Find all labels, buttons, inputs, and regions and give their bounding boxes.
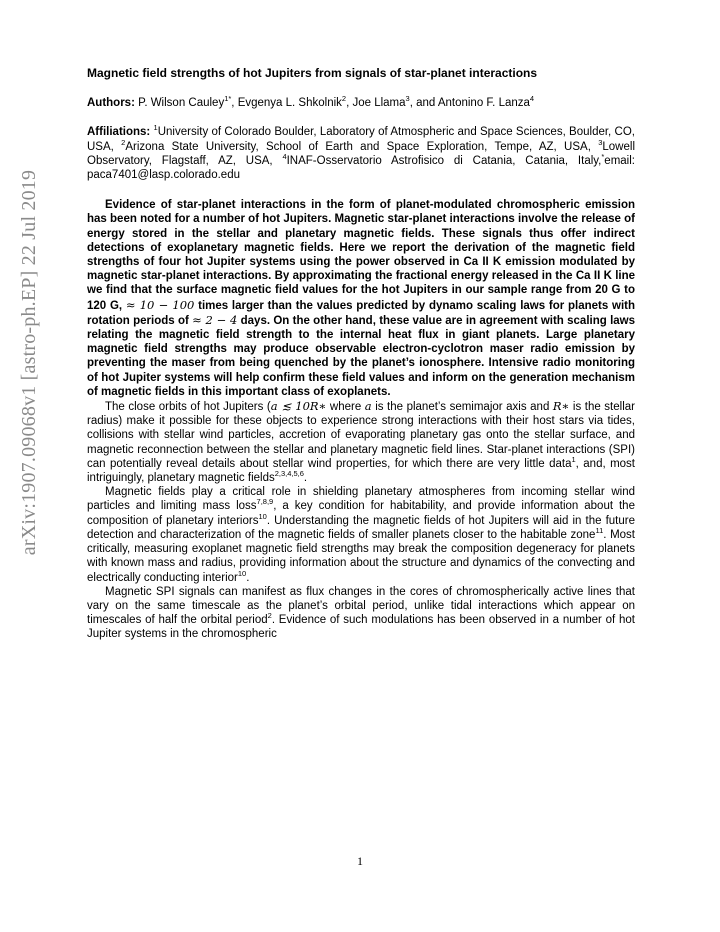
affiliations [87, 125, 635, 182]
authors-label: Authors: [87, 97, 135, 110]
page-number: 1 [357, 854, 363, 868]
affiliation-text: Lowell Observatory, Flagstaff, AZ, USA, [87, 140, 635, 167]
text-run: , a key condition for habitability, and provide information about the composition of planetary interiors [87, 500, 635, 527]
author-name: Evgenya L. Shkolnik [237, 97, 342, 110]
text-run: . Evidence of such modulations has been observed in a number of hot Jupiter systems in the chromospheric [87, 614, 635, 641]
affiliation-marker: 2 [121, 137, 126, 147]
body-paragraph [87, 399, 635, 485]
text-run: times larger than the values predicted by dynamo scaling laws for planets with rotation periods of [87, 299, 635, 327]
text-run: . Understanding the magnetic fields of hot Jupiters will aid in the future detection and characterization of the magnetic fields of smaller planets closer to the habitable zone [87, 514, 635, 541]
text-run: , and, most intriguingly, planetary magnetic fields [87, 457, 636, 485]
affiliation-text: INAF-Osservatorio Astrofisico di Catania, Catania, Italy, [286, 154, 602, 167]
text-run: Magnetic fields play a critical role in shielding planetary atmospheres from incoming stellar wind particles and limiting mass loss [87, 486, 635, 513]
text-run: . [303, 472, 308, 485]
affiliation-text: Arizona State University, School of Earth and Space Exploration, Tempe, AZ, USA, [125, 140, 599, 153]
affiliation-marker: 2 [341, 94, 347, 104]
citation-ref: 10 [258, 511, 267, 521]
math-expression: ≈ 2 − 4 [192, 312, 238, 327]
text-run: Magnetic SPI signals can manifest as flux changes in the cores of chromospherically active lines that vary on the same timescale as the planet’s orbital period, unlike tidal interactions which appear on timescales of half the orbital period [87, 585, 635, 627]
text-run: . Most critically, measuring exoplanet magnetic field strengths may break the composition degeneracy for planets with known mass and radius, providing information about the structure and dynamics of the convecting and electrically conducting interior [87, 528, 636, 584]
author-separator: , [346, 97, 353, 110]
text-run: days. On the other hand, these value are in agreement with scaling laws relating the magnetic field strength to the internal heat flux in giant planets. Large planetary magnetic field strengths may produce observable electron-cyclotron maser radio emission by preventing the maser from being quenched by the planet’s ionosphere. Intensive radio monitoring of hot Jupiter systems will help confirm these field values and inform on the generation mechanism of magnetic fields in this important class of exoplanets. [87, 314, 635, 398]
paper-title: Magnetic field strengths of hot Jupiters from signals of star-planet interactions [87, 66, 538, 80]
citation-ref: 2,3,4,5,6 [274, 469, 304, 479]
author-separator: , [231, 97, 238, 110]
affiliation-marker: 1* [224, 94, 232, 104]
affiliations-label: Affiliations: [87, 126, 151, 139]
text-run: Evidence of star-planet interactions in the form of planet-modulated chromospheric emission has been noted for a number of hot Jupiters. Magnetic star-planet interactions involve the release of energy stored in the stellar and planetary magnetic fields. These signals thus offer indirect detections of exoplanetary magnetic fields. Here we report the derivation of the magnetic field strengths of four hot Jupiter systems using the power observed in Ca II K emission modulated by magnetic star-planet interactions. By approximating the fractional energy released in the Ca II K line we find that the surface magnetic field values for the hot Jupiters in our sample range from 20 G to 120 G, [87, 199, 635, 312]
math-expression: R∗ [552, 399, 570, 414]
text-run: is the stellar radius) make it possible for these objects to experience strong interactions with their host stars via tides, collisions with stellar wind particles, accretion of evaporating planetary gas onto the stellar surface, and magnetic reconnection between the stellar and planetary magnetic field lines. Star-planet interactions (SPI) can potentially reveal details about stellar wind properties, for which there are very little data [87, 401, 635, 470]
text-run: is the planet’s semimajor axis and [371, 401, 553, 414]
author-name: Joe Llama [352, 97, 406, 110]
citation-ref: 7,8,9 [256, 497, 274, 507]
abstract [87, 198, 635, 399]
affiliation-text: University of Colorado Boulder, Laboratory of Atmospheric and Space Sciences, Boulder, CO, USA, [87, 126, 635, 153]
body-paragraph [87, 585, 635, 642]
citation-ref: 10 [237, 568, 247, 578]
author-names [138, 94, 535, 110]
affiliation-entries [87, 123, 635, 182]
text-run: . [246, 571, 250, 584]
author-separator: , and [409, 97, 438, 110]
text-run: where [326, 401, 365, 414]
affiliation-marker: 3 [598, 137, 603, 147]
math-expression: a ≲ 10R∗ [270, 399, 327, 414]
math-expression: a [364, 399, 372, 414]
affiliation-marker: 3 [405, 94, 410, 104]
arxiv-stamp [8, 72, 52, 652]
body-paragraph [87, 485, 635, 584]
arxiv-identifier: arXiv:1907.09068v1 [astro-ph.EP] 22 Jul 2019 [18, 169, 41, 555]
affiliation-marker: 4 [282, 151, 287, 161]
affiliation-marker: 1 [153, 123, 158, 133]
math-expression: ≈ 10 − 100 [125, 297, 195, 312]
citation-ref: 2 [267, 611, 272, 621]
author-name: P. Wilson Cauley [138, 97, 225, 110]
author-name: Antonino F. Lanza [437, 97, 530, 110]
affiliation-marker: * [601, 151, 605, 161]
affiliation-marker: 4 [529, 94, 535, 104]
affiliation-text: email: paca7401@lasp.colorado.edu [87, 154, 635, 182]
paper-page [87, 66, 635, 642]
text-run: The close orbits of hot Jupiters ( [105, 401, 271, 414]
citation-ref: 1 [571, 455, 576, 465]
author-list [87, 96, 635, 110]
body-text [87, 399, 635, 641]
citation-ref: 11 [595, 526, 604, 536]
